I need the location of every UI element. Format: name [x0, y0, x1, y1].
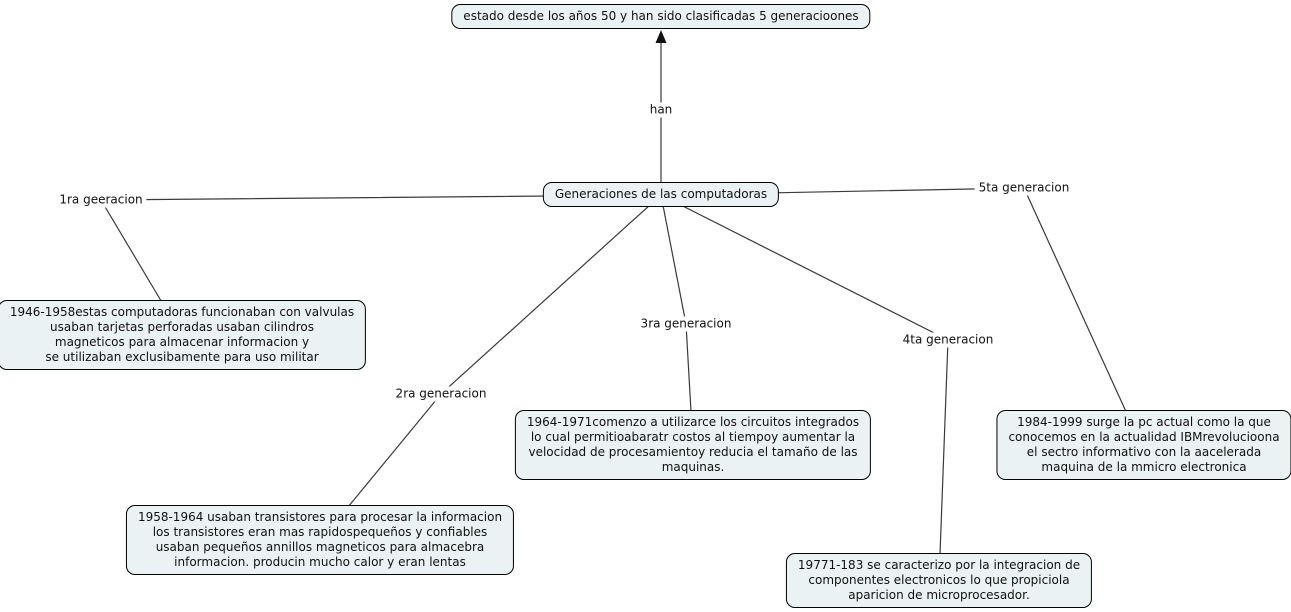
- concept-node-gen1[interactable]: [0, 300, 366, 370]
- node-text-line: 1946-1958estas computadoras funcionaban con valvulas: [9, 305, 355, 319]
- link-label-gen3[interactable]: 3ra generacion: [637, 317, 736, 332]
- node-text-line: 1958-1964 usaban transistores para procesar la informacion: [137, 510, 503, 524]
- link-label-han[interactable]: han: [646, 103, 677, 118]
- connector-gen2[interactable]: [320, 195, 661, 541]
- arrowhead-up-icon: [656, 30, 667, 43]
- node-text-line: maquinas.: [661, 460, 725, 474]
- node-text-line: magneticos para almacenar informacion y: [54, 335, 310, 349]
- node-text-line: se utilizaban exclusibamente para uso militar: [45, 350, 319, 364]
- node-text-line: velocidad de procesamientoy reducia el tamaño de las: [528, 445, 858, 459]
- node-text-line: usaban tarjetas perforadas usaban cilindros: [50, 320, 314, 334]
- concept-node-gen3[interactable]: [515, 410, 871, 480]
- link-label-gen2[interactable]: 2ra generacion: [392, 387, 491, 402]
- link-label-gen4[interactable]: 4ta generacion: [899, 333, 998, 348]
- node-text-line: aparicion de microprocesador.: [848, 588, 1030, 602]
- concept-node-gen2[interactable]: [126, 505, 514, 575]
- connector-gen4[interactable]: [661, 195, 948, 581]
- node-text-line: conocemos en la actualidad IBMrevolucioona: [1008, 430, 1280, 444]
- node-text-line: componentes electronicos lo que propiciola: [808, 573, 1070, 587]
- node-text-line: Generaciones de las computadoras: [554, 187, 768, 201]
- node-text-line: maquina de la mmicro electronica: [1041, 460, 1247, 474]
- concept-node-root[interactable]: [543, 182, 779, 207]
- node-text-line: informacion. producin mucho calor y eran lentas: [174, 555, 466, 569]
- node-text-line: 19771-183 se caracterizo por la integracion de: [797, 558, 1081, 572]
- node-text-line: estado desde los años 50 y han sido clasificadas 5 generacioones: [463, 9, 859, 23]
- link-label-gen5[interactable]: 5ta generacion: [975, 181, 1074, 196]
- concept-node-gen4[interactable]: [786, 553, 1092, 608]
- concept-node-statement[interactable]: [451, 4, 870, 29]
- node-text-line: los transistores eran mas rapidospequeños y confiables: [152, 525, 488, 539]
- node-text-line: el sectro informativo con la aacelerada: [1026, 445, 1262, 459]
- node-text-line: usaban pequeños annillos magneticos para almacebra: [155, 540, 485, 554]
- link-label-gen1[interactable]: 1ra geeracion: [55, 193, 146, 208]
- node-text-line: lo cual permitioabaratr costos al tiempoy aumentar la: [530, 430, 856, 444]
- node-text-line: 1964-1971comenzo a utilizarce los circuitos integrados: [526, 415, 860, 429]
- node-text-line: 1984-1999 surge la pc actual como la que: [1017, 415, 1271, 429]
- concept-node-gen5[interactable]: [996, 410, 1291, 480]
